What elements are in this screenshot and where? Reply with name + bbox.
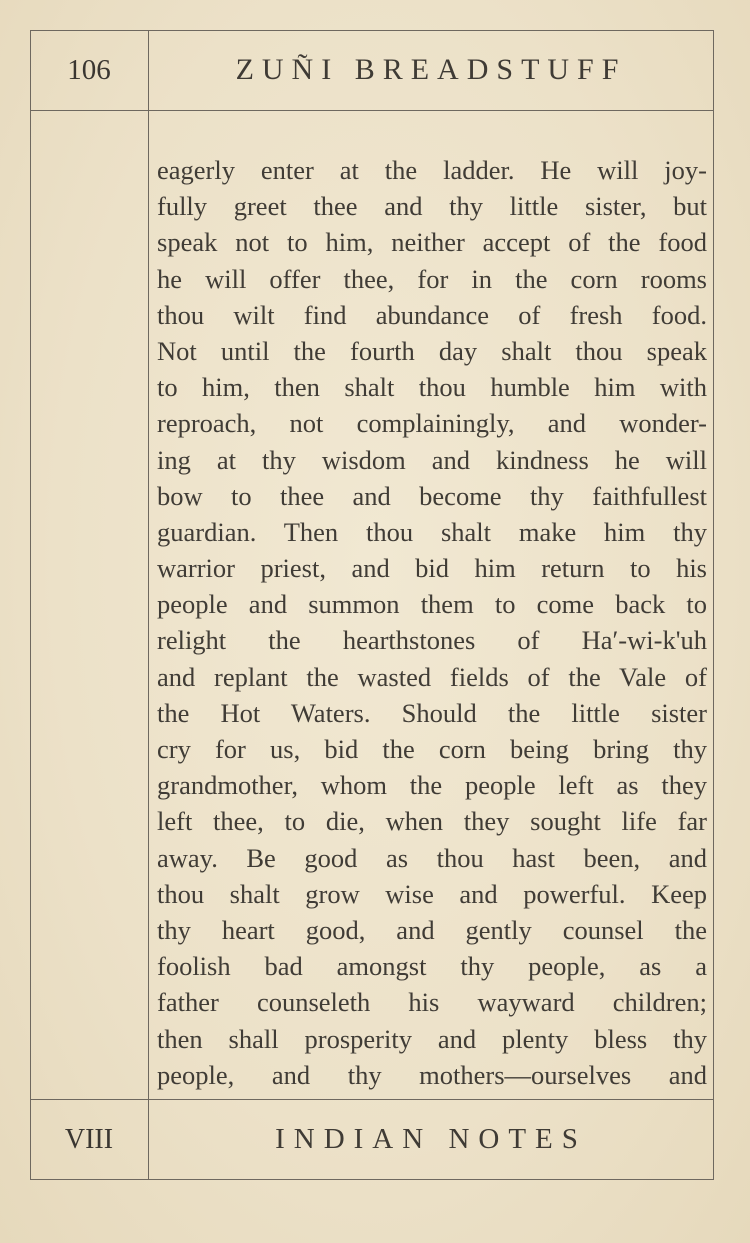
text-line: fully greet thee and thy little sister, but [157, 191, 707, 222]
header-rule [31, 110, 713, 111]
text-line: ing at thy wisdom and kindness he will [157, 444, 707, 475]
text-line: guardian. Then thou shalt make him thy [157, 516, 707, 547]
text-line: Not until the fourth day shalt thou speak [157, 335, 707, 366]
text-line: foolish bad amongst thy people, as a [157, 951, 707, 982]
text-line: and replant the wasted fields of the Vale of [157, 661, 707, 692]
text-line: people, and thy mothers—ourselves and [157, 1059, 707, 1090]
text-line: speak not to him, neither accept of the food [157, 227, 707, 258]
text-line: he will offer thee, for in the corn rooms [157, 263, 707, 294]
text-line: thou wilt find abundance of fresh food. [157, 299, 707, 330]
text-line: relight the hearthstones of Ha′-wi-k'uh [157, 625, 707, 656]
text-line: people and summon them to come back to [157, 589, 707, 620]
text-line: away. Be good as thou hast been, and [157, 842, 707, 873]
text-line: to him, then shalt thou humble him with [157, 372, 707, 403]
text-line: cry for us, bid the corn being bring thy [157, 734, 707, 764]
text-line: father counseleth his wayward children; [157, 987, 707, 1018]
text-line: then shall prosperity and plenty bless thy [157, 1023, 707, 1054]
text-line: reproach, not complainingly, and wonder- [157, 408, 707, 439]
text-line: warrior priest, and bid him return to his [157, 553, 707, 584]
text-line: left thee, to die, when they sought life far [157, 806, 707, 837]
series-title: INDIAN NOTES [275, 1123, 587, 1155]
page-number: 106 [67, 53, 111, 86]
body-text [157, 152, 707, 1093]
text-line: thou shalt grow wise and powerful. Keep [157, 878, 707, 909]
margin-rule [148, 31, 149, 1179]
text-line: grandmother, whom the people left as they [157, 770, 707, 801]
text-line: eagerly enter at the ladder. He will joy- [157, 155, 707, 185]
text-line: bow to thee and become thy faithfullest [157, 480, 707, 511]
text-line: thy heart good, and gently counsel the [157, 914, 707, 945]
running-title: ZUÑI BREADSTUFF [235, 53, 627, 86]
chapter-number: VIII [64, 1123, 114, 1155]
text-line: the Hot Waters. Should the little sister [157, 697, 707, 728]
